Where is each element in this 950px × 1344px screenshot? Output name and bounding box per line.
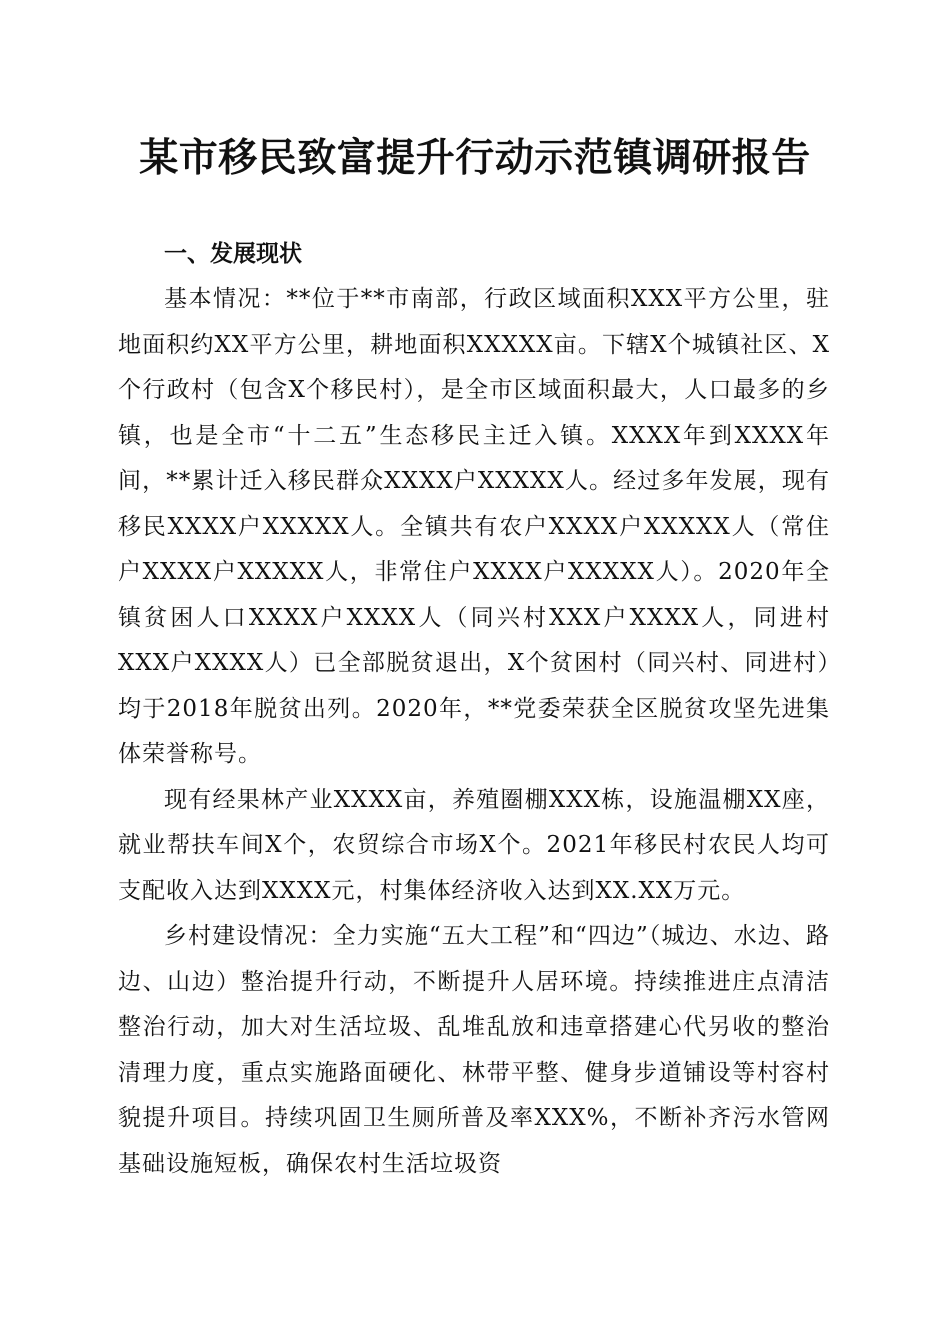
- document-body: [118, 232, 830, 1187]
- document-title: 某市移民致富提升行动示范镇调研报告: [139, 135, 811, 181]
- paragraph-basic-situation: 基本情况：**位于**市南部，行政区域面积XXX平方公里，驻地面积约XX平方公里，耕地面积XXXXX亩。下辖X个城镇社区、X个行政村（包含X个移民村），是全市区域面积最大，人口最多的乡镇，也是全市“十二五”生态移民主迁入镇。XXXX年到XXXX年间，**累计迁入移民群众XXXX户XXXXX人。经过多年发展，现有移民XXXX户XXXXX人。全镇共有农户XXXX户XXXXX人（常住户XXXX户XXXXX人，非常住户XXXX户XXXXX人）。2020年全镇贫困人口XXXX户XXXX人（同兴村XXX户XXXX人，同进村XXX户XXXX人）已全部脱贫退出，X个贫困村（同兴村、同进村）均于2018年脱贫出列。2020年，**党委荣获全区脱贫攻坚先进集体荣誉称号。: [118, 286, 830, 767]
- section-heading: 一、发展现状: [164, 241, 302, 267]
- paragraph-industry: 现有经果林产业XXXX亩，养殖圈棚XXX栋，设施温棚XX座，就业帮扶车间X个，农贸综合市场X个。2021年移民村农民人均可支配收入达到XXXX元，村集体经济收入达到XX.XX万元。: [118, 786, 830, 904]
- paragraph-rural-construction: 乡村建设情况：全力实施“五大工程”和“四边”（城边、水边、路边、山边）整治提升行动，不断提升人居环境。持续推进庄点清洁整治行动，加大对生活垃圾、乱堆乱放和违章搭建心代另收的整治清理力度，重点实施路面硬化、林带平整、健身步道铺设等村容村貌提升项目。持续巩固卫生厕所普及率XXX%，不断补齐污水管网基础设施短板，确保农村生活垃圾资: [118, 923, 830, 1177]
